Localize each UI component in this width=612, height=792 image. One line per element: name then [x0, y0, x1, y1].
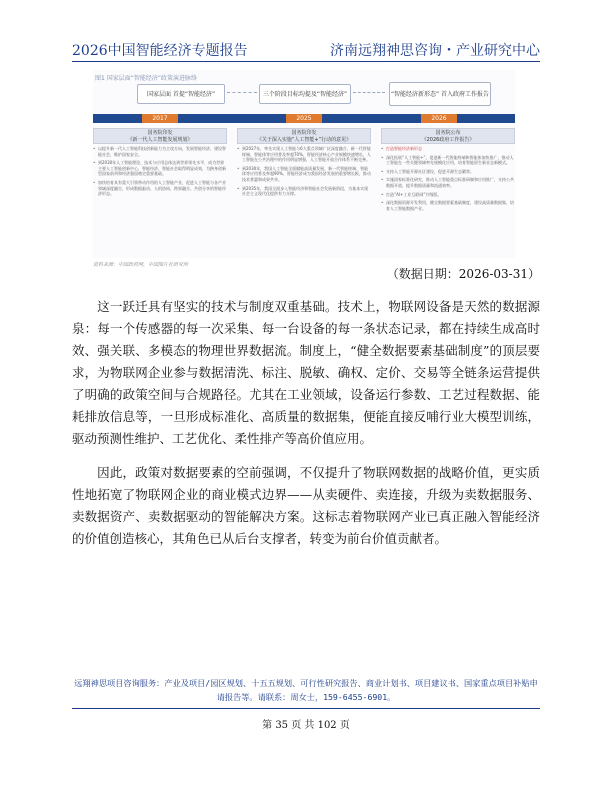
header-report-title: 2026中国智能经济专题报告	[72, 43, 248, 59]
page-number: 第 35 页 共 102 页	[262, 720, 350, 731]
column-heading	[237, 128, 371, 144]
column-heading	[93, 128, 227, 144]
body-paragraph-1	[72, 296, 540, 450]
top-box-3: “智能经济新形态” 首入政府工作报告	[389, 82, 491, 106]
year-2017: 2017	[142, 114, 178, 123]
policy-name: 《2026政府工作报告》	[421, 137, 475, 143]
data-date: （数据日期：2026-03-31）	[386, 267, 540, 281]
policy-point: • 深化拓展“人工智能+”，促进新一代智能终端和智能体加快推广，推动人工智能在一些关键领域率先规模化应用，培育智能原生新业态新模式。	[381, 155, 515, 166]
policy-point: • 支持人工智能开源社区建设，促进开源生态繁荣。	[381, 169, 515, 175]
column-heading	[381, 128, 515, 144]
column-body	[237, 146, 371, 200]
policy-point: • 打造智能经济新形态	[381, 146, 515, 152]
arrow-connector	[227, 92, 257, 93]
body-paragraph-2	[72, 462, 540, 550]
column-body	[381, 146, 515, 214]
figure-source-note: 资料来源：中国政府网，中国图片社研究所	[93, 262, 189, 268]
paragraph-text: 这一跃迁具有坚实的技术与制度双重基础。技术上，物联网设备是天然的数据源泉：每一个传感器的每一次采集、每一台设备的每一条状态记录，都在持续生成高时效、强关联、多模态的物理世界数据流。制度上，“健全数据要素基础制度”的顶层要求，为物联网企业参与数据清洗、标注、脱敏、确权、定价、交易等全链条运营提供了明确的政策空间与合规路径。尤其在工业领域，设备运行参数、工艺过程数据、能耗排放信息等，一旦形成标准化、高质量的数据集，便能直接反哺行业大模型训练，驱动预测性维护、工艺优化、柔性排产等高价值应用。	[72, 299, 540, 446]
column-body	[93, 146, 227, 200]
policy-column-2017	[93, 128, 227, 252]
year-2026: 2026	[421, 114, 457, 123]
policy-point: • 到2035年，我国全面步入智能经济和智能社会发展新阶段，为基本实现社会主义现代化提供有力支撑。	[237, 186, 371, 197]
footer-divider	[72, 708, 540, 709]
top-box-2: 三个阶段目标均提及“智能经济”	[259, 84, 351, 104]
paragraph-text: 因此，政策对数据要素的空前强调，不仅提升了物联网数据的战略价值，更实质性地拓宽了物联网企业的商业模式边界——从卖硬件、卖连接，升级为卖数据服务、卖数据资产、卖数据驱动的智能解决方案。这标志着物联网产业已真正融入智能经济的价值创造核心，其角色已从后台支撑者，转变为前台价值贡献者。	[72, 465, 540, 546]
policy-timeline-figure	[93, 70, 515, 258]
policy-point: • 到2027年，率先实现人工智能与6大重点领域广泛深度融合，新一代智能终端、智能体等应用普及率超70%，智能经济核心产业规模快速增长，人工智能在公共治理中的作用明显增强，人工智能开放合作体系不断完善。	[237, 146, 371, 163]
policy-point: • 到2030年人工智能理论、技术与应用总体达到世界领先水平，成为世界主要人工智能创新中心，智能经济、智能社会取得明显成效，为跻身创新型国家前列和经济强国奠定重要基础。	[93, 160, 227, 177]
policy-point: • 实施国家标准化研究，推动人工智能重点标准研制和应用推广，支持公共数据开放，提升数据质量和流通效率。	[381, 177, 515, 188]
figure-title: 图1 国家层面“智能经济”政策演进脉络	[95, 75, 197, 82]
header-org-name: 济南远翔神思咨询・产业研究中心	[330, 43, 540, 59]
page-header	[72, 38, 540, 60]
policy-point: • 以提升新一代人工智能科技创新能力为主攻方向，发展智能经济，建设智能社会，维护国家安全。	[93, 146, 227, 157]
policy-point: • 加快培育具有重大引领带动作用的人工智能产业，促进人工智能与各产业领域深度融合，形成数据驱动、人机协同、跨界融合、共创分享的智能经济形态。	[93, 180, 227, 197]
footer-text: 远翔神思项目咨询服务：产业及项目/园区规划、十五五规划、可行性研究报告、商业计划书、项目建议书、国家重点项目补贴申请报告等。请联系：周女士，159-6455-6901。	[74, 678, 538, 702]
arrow-connector	[353, 92, 385, 93]
policy-name: 《关于深入实施“人工智能+”行动的意见》	[256, 137, 352, 143]
policy-column-2026	[381, 128, 515, 252]
year-2025: 2025	[286, 114, 322, 123]
footer-ad	[72, 676, 540, 704]
policy-point: • 深化数据资源开发利用，健全数据要素基础制度，建设高质量数据集，培育人工智能数据产业。	[381, 200, 515, 211]
issuer: 国务院印发	[147, 130, 173, 136]
policy-point: • 打造“AI+工业互联网”升级版。	[381, 192, 515, 198]
header-divider	[72, 61, 540, 62]
policy-column-2025	[237, 128, 371, 252]
top-box-1: 国家层面 首提“智能经济”	[137, 84, 225, 104]
policy-name: 《新一代人工智能发展规划》	[127, 137, 193, 143]
issuer: 国务院公布	[435, 130, 461, 136]
issuer: 国务院印发	[291, 130, 317, 136]
policy-point: • 到2030年，我国人工智能全面赋能高质量发展，新一代智能终端、智能体等应用普及率超90%，智能经济成为我国经济发展的重要增长极，推动技术普惠和成果共享。	[237, 166, 371, 183]
